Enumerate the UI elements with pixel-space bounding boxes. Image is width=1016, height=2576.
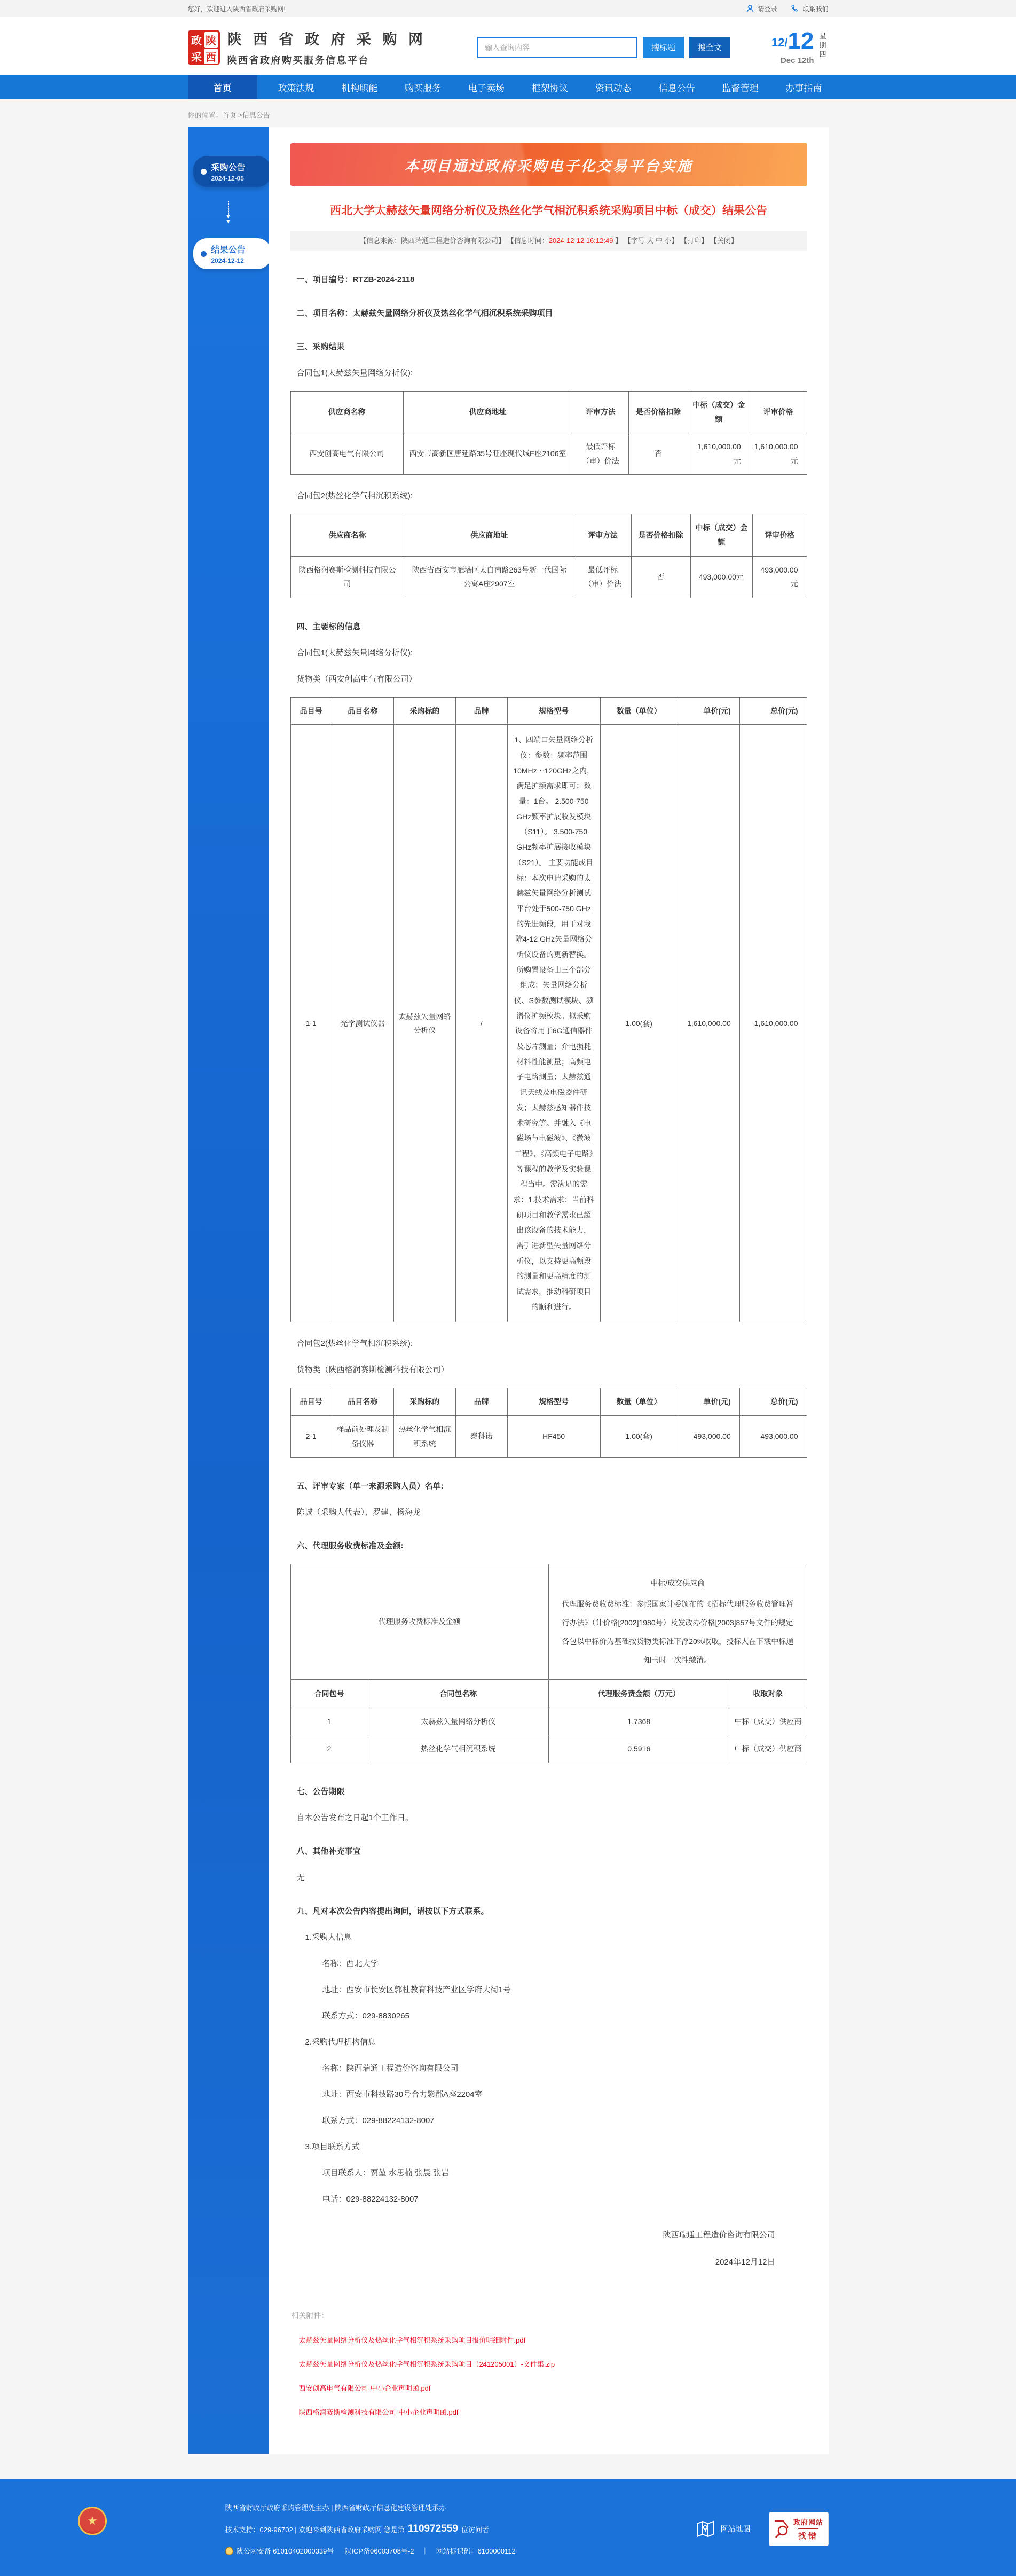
col-total-price: 总价(元) [739,697,807,725]
review-method: 最低评标（审）价法 [574,556,631,598]
nav-item-announcements[interactable]: 信息公告 [658,83,695,93]
magnifier-icon [774,2520,790,2538]
item-no: 2-1 [290,1416,332,1458]
section-other-matters: 八、其他补充事宜 [296,1847,361,1857]
nav-item-emall[interactable]: 电子卖场 [468,83,505,93]
nav-item-framework[interactable]: 框架协议 [531,83,568,93]
search-title-button[interactable]: 搜标题 [643,37,684,58]
timeline-dot-icon [201,251,207,257]
article-meta-bar [290,231,807,251]
review-method: 最低评标（审）价法 [572,433,629,475]
total-price: 493,000.00 [739,1416,807,1458]
project-contact-phone: 电话：029-88224132-8007 [322,2195,419,2204]
col-award-amount: 中标（成交）金额 [690,514,752,556]
attachments-label: 相关附件： [291,2311,329,2320]
col-unit-price: 单价(元) [678,1388,739,1416]
supplier-name: 陕西格润赛斯检测科技有限公司 [290,556,404,598]
fee-payer: 中标（成交）供应商 [729,1708,807,1735]
sidebar-item-label: 采购公告 [211,163,246,173]
package2-intro-2: 合同包2(热丝化学气相沉积系统): [296,1339,413,1349]
nav-item-news[interactable]: 资讯动态 [595,83,632,93]
footer-support-text: 技术支持：029-96702 | 欢迎来到陕西省政府采购网 您是第 [225,2525,405,2534]
procurement-target: 热丝化学气相沉积系统 [393,1416,455,1458]
col-fee-amount: 代理服务费金额（万元） [548,1680,729,1708]
top-utility-bar [0,0,1016,17]
breadcrumb-prefix: 你的位置： [187,111,223,119]
meta-fontsize-suffix: 】 [671,237,679,245]
table-header-row [290,697,807,725]
fee-payer: 中标（成交）供应商 [729,1735,807,1763]
fee-amount: 1.7368 [548,1708,729,1735]
footer-beian-line [225,2546,516,2556]
item-table-package2 [290,1388,807,1458]
item-name: 样品前处理及制备仪器 [332,1416,393,1458]
package1-intro-2: 合同包1(太赫兹矢量网络分析仪): [296,648,413,657]
agency-fee-table [290,1564,807,1680]
result-table-package2 [290,514,807,598]
supplier-address: 西安市高新区唐延路35号旺座现代城E座2106室 [403,433,572,475]
nav-item-functions[interactable]: 机构职能 [341,83,378,93]
main-card [188,127,829,2454]
attachment-link[interactable]: 陕西格润赛斯检测科技有限公司-中小企业声明函.pdf [298,2408,459,2417]
banner-text: 本项目通过政府采购电子化交易平台实施 [404,158,693,174]
meta-fontsize-label: 【字号 [624,237,645,245]
col-quantity: 数量（单位） [600,697,678,725]
site-footer [0,2479,1016,2576]
award-amount: 493,000.00元 [690,556,752,598]
agency-phone: 联系方式：029-88224132-8007 [322,2116,435,2126]
spec-model: 1、四端口矢量网络分析仪：参数：频率范围10MHz～120GHz之内，满足扩频需求即可；数量：1台。 2.500-750 GHz频率扩展收发模块（S11）。 3.500-750 GHz频率扩展接收模块（S21）。 主要功能或目标：本次申请采购的太赫兹矢量网络分析测试平台处于500-750 GHz的先进频段，用于对我院4-12 GHz矢量网络分析仪设备的更新替换。所购置设备由三个部分组成：矢量网络分析仪、S参数测试模块、频谱仪扩频模块。拟采购设备将用于6G通信器件及芯片测量；介电损耗材料性能测量；高频电子电路测量；太赫兹通讯天线及电磁器件研发；太赫兹感知器件技术研究等。并融入《电磁场与电磁波》、《微波工程》、《高频电子电路》等课程的教学及实验课程当中。需满足的需求：1.技术需求：当前科研项目和教学需求已超出该设备的技术能力，需引进新型矢量网络分析仪，以支持更高频段的测量和更高精度的测试需求，推动科研项目的顺利进行。 [507,725,600,1322]
meta-time-label: 【信息时间： [507,237,549,245]
col-quantity: 数量（单位） [600,1388,678,1416]
attachment-link[interactable]: 西安创高电气有限公司-中小企业声明函.pdf [298,2384,431,2393]
col-package-no: 合同包号 [290,1680,368,1708]
icp-beian-link[interactable]: 陕ICP备06003708号-2 [344,2547,414,2556]
table-row [290,1416,807,1458]
logo-char: 西 [204,49,218,64]
section-project-name: 二、项目名称：太赫兹矢量网络分析仪及热丝化学气相沉积系统采购项目 [296,309,553,318]
brand: 泰科诺 [455,1416,507,1458]
supplier-name: 西安创高电气有限公司 [290,433,403,475]
procurement-target: 太赫兹矢量网络分析仪 [393,725,455,1322]
timeline-arrow-down-icon: ▼ ▼ [188,201,269,224]
other-matters-text: 无 [296,1873,305,1883]
sidebar-item-purchase-announcement[interactable] [193,156,271,187]
site-subtitle: 陕西省政府购买服务信息平台 [227,55,369,66]
col-spec-model: 规格型号 [507,1388,600,1416]
site-title: 陕 西 省 政 府 采 购 网 [227,32,427,48]
section-procurement-result: 三、采购结果 [296,342,345,351]
col-review-price: 评审价格 [752,514,807,556]
main-navigation [0,75,1016,99]
beian-separator: ｜ [421,2547,429,2556]
unit-price: 493,000.00 [678,1416,739,1458]
table-row [290,1735,807,1763]
item-table-package1 [290,697,807,1323]
fee-amount: 0.5916 [548,1735,729,1763]
table-row [290,1708,807,1735]
agency-info-title: 2.采购代理机构信息 [305,2038,376,2047]
goods2-supplier: 货物类（陕西格润赛斯检测科技有限公司） [296,1365,449,1375]
phone-icon [791,4,799,13]
font-size-medium-button[interactable]: 中 [655,237,663,245]
col-brand: 品牌 [455,697,507,725]
table-header-row [290,392,807,433]
experts-list: 陈诚（采购人代表）、罗建、杨海龙 [296,1508,421,1517]
agency-name: 名称：陕西瑞通工程造价咨询有限公司 [322,2064,459,2073]
price-deduction: 否 [631,556,690,598]
col-supplier-address: 供应商地址 [403,392,572,433]
table-row [290,1564,807,1680]
nav-item-home[interactable]: 首页 [188,75,257,99]
sidebar-item-date: 2024-12-12 [211,257,244,264]
purchaser-name: 名称：西北大学 [322,1959,379,1969]
breadcrumb-current-link[interactable]: 信息公告 [242,111,270,119]
section-project-number: 一、项目编号：RTZB-2024-2118 [296,275,415,284]
meta-time-suffix: 】 [613,237,623,245]
quantity: 1.00(套) [600,725,678,1322]
meta-time: 2024-12-12 16:12:49 [548,237,613,245]
fee-standard-text: 代理服务费收费标准：参照国家计委颁布的《招标代理服务收费管理暂行办法》（计价格[2002]1980号）及发改办价格[2003]857号文件的规定各包以中标价为基础按货物类标准下浮20%收取，投标人在下载中标通知书时一次性缴清。 [562,1600,794,1665]
purchaser-phone: 联系方式：029-8830265 [322,2011,409,2021]
package-name: 热丝化学气相沉积系统 [368,1735,548,1763]
col-supplier-address: 供应商地址 [404,514,574,556]
welcome-text: 您好，欢迎进入陕西省政府采购网! [187,5,286,13]
signature-block [290,2229,807,2267]
section-agency-fee: 六、代理服务收费标准及金额: [296,1541,404,1551]
date-widget [771,29,829,65]
table-row [290,556,807,598]
sitemap-link[interactable] [695,2519,751,2539]
nav-item-policies[interactable]: 政策法规 [278,83,314,93]
platform-banner [290,143,807,186]
error-badge-text: 找错 [798,2528,818,2541]
package-no: 1 [290,1708,368,1735]
col-spec-model: 规格型号 [507,697,600,725]
table-row [290,433,807,475]
table-header-row [290,1680,807,1708]
table-row [290,725,807,1322]
close-button[interactable]: 【关闭】 [710,237,738,245]
col-review-method: 评审方法 [572,392,629,433]
search-fulltext-button[interactable]: 搜全文 [689,37,730,58]
nav-item-purchase-service[interactable]: 购买服务 [405,83,442,93]
login-link[interactable] [746,4,777,13]
col-price-deduction: 是否价格扣除 [629,392,688,433]
col-award-amount: 中标（成交）金额 [688,392,750,433]
item-no: 1-1 [290,725,332,1322]
signature-date: 2024年12月12日 [715,2258,775,2267]
section-main-bid-info: 四、主要标的信息 [296,622,361,631]
col-procurement-target: 采购标的 [393,1388,455,1416]
attachment-link[interactable]: 太赫兹矢量网络分析仪及热丝化学气相沉积系统采购项目报价明细附件.pdf [298,2336,526,2345]
section-contact: 九、凡对本次公告内容提出询问，请按以下方式联系。 [296,1907,489,1916]
col-brand: 品牌 [455,1388,507,1416]
review-price: 1,610,000.00元 [750,433,807,475]
date-day: 12 [787,28,814,54]
price-deduction: 否 [629,433,688,475]
site-logo [188,30,220,65]
col-package-name: 合同包名称 [368,1680,548,1708]
brand: / [455,725,507,1322]
table-header-row [290,1388,807,1416]
supplier-address: 陕西省西安市雁塔区太白南路263号新一代国际公寓A座2907室 [404,556,574,598]
table-header-row [290,514,807,556]
attachment-link[interactable]: 太赫兹矢量网络分析仪及热丝化学气相沉积系统采购项目（241205001）-文件集.zip [298,2360,555,2369]
col-price-deduction: 是否价格扣除 [631,514,690,556]
attachments-section [290,2310,807,2417]
col-fee-payer: 收取对象 [729,1680,807,1708]
unit-price: 1,610,000.00 [678,725,739,1322]
date-english: Dec 12th [780,56,814,65]
fee-standard-note [549,1564,807,1680]
footer-organizer-line: 陕西省财政厅政府采购管理处主办 | 陕西省财政厅信息化建设管理处承办 [225,2504,446,2512]
map-icon [695,2519,715,2539]
breadcrumb-separator: > [236,111,242,119]
logo-char: 陕 [204,32,218,48]
sidebar-item-date: 2024-12-05 [211,175,244,182]
logo-char: 政 [191,35,202,47]
package-no: 2 [290,1735,368,1763]
section-announcement-period: 七、公告期限 [296,1787,345,1797]
spec-model: HF450 [507,1416,600,1458]
agency-address: 地址：西安市科技路30号合力紫郡A座2204室 [322,2090,483,2100]
item-name: 光学测试仪器 [332,725,393,1322]
col-total-price: 总价(元) [739,1388,807,1416]
sidebar-item-label: 结果公告 [211,246,246,255]
site-header [0,17,1016,75]
font-size-small-button[interactable]: 小 [664,237,672,245]
footer-support-line [225,2523,516,2535]
site-identifier-code: 网站标识码：6100000112 [436,2547,516,2556]
project-contact-title: 3.项目联系方式 [305,2142,360,2152]
purchaser-address: 地址：西安市长安区郭杜教育科技产业区学府大街1号 [322,1985,511,1995]
page-title: 西北大学太赫兹矢量网络分析仪及热丝化学气相沉积系统采购项目中标（成交）结果公告 [330,205,767,217]
project-contact-person: 项目联系人：贾堃 水思楠 张晨 张岩 [322,2168,450,2178]
fee-winner-title: 中标/成交供应商 [650,1579,705,1588]
footer-visitor-suffix: 位访问者 [461,2525,489,2534]
signature-company: 陕西瑞通工程造价咨询有限公司 [663,2230,775,2240]
quantity: 1.00(套) [600,1416,678,1458]
col-item-name: 品目名称 [332,697,393,725]
col-review-method: 评审方法 [574,514,631,556]
gongan-beian-link[interactable]: 陕公网安备 61010402000339号 [236,2547,334,2556]
error-badge-text: 政府网站 [793,2518,823,2527]
date-month: 12/ [771,36,788,49]
contact-label: 联系我们 [802,5,829,13]
purchaser-info-title: 1.采购人信息 [305,1933,352,1943]
section-experts: 五、评审专家（单一来源采购人员）名单: [296,1482,444,1491]
total-price: 1,610,000.00 [739,725,807,1322]
sitemap-label: 网站地图 [720,2525,751,2534]
search-bar [477,37,730,58]
announcement-timeline-sidebar [188,127,269,2454]
fee-standard-label: 代理服务收费标准及金额 [290,1564,549,1680]
sidebar-item-result-announcement[interactable] [193,238,271,269]
visitor-count: 110972559 [407,2523,458,2535]
search-input[interactable] [477,37,637,58]
contact-link[interactable] [791,4,828,13]
package2-intro: 合同包2(热丝化学气相沉积系统): [296,491,413,501]
col-item-no: 品目号 [290,1388,332,1416]
government-emblem-icon: ★ [78,2507,107,2535]
col-item-no: 品目号 [290,697,332,725]
website-error-report-badge[interactable] [769,2512,829,2546]
user-icon [746,4,754,13]
breadcrumb-home-link[interactable]: 首页 [222,111,237,119]
date-weekday: 星期四 [819,32,826,58]
result-table-package1 [290,391,807,475]
col-unit-price: 单价(元) [678,697,739,725]
agency-fee-detail-table [290,1680,807,1763]
announcement-period-text: 自本公告发布之日起1个工作日。 [296,1813,413,1823]
col-supplier-name: 供应商名称 [290,514,404,556]
col-procurement-target: 采购标的 [393,697,455,725]
package1-intro: 合同包1(太赫兹矢量网络分析仪): [296,369,413,378]
nav-item-guide[interactable]: 办事指南 [785,83,822,93]
nav-item-supervision[interactable]: 监督管理 [722,83,759,93]
breadcrumb [188,99,829,127]
timeline-dot-icon [201,169,207,175]
col-supplier-name: 供应商名称 [290,392,403,433]
col-item-name: 品目名称 [332,1388,393,1416]
font-size-large-button[interactable]: 大 [647,237,654,245]
print-button[interactable]: 【打印】 [680,237,708,245]
review-price: 493,000.00元 [752,556,807,598]
col-review-price: 评审价格 [750,392,807,433]
article-content [269,127,829,2454]
meta-source: 【信息来源：陕西瑞通工程造价咨询有限公司】 [359,237,506,245]
login-label: 请登录 [758,5,777,13]
award-amount: 1,610,000.00元 [688,433,750,475]
public-security-badge-icon [225,2547,233,2555]
package-name: 太赫兹矢量网络分析仪 [368,1708,548,1735]
logo-char: 采 [191,51,202,64]
goods1-supplier: 货物类（西安创高电气有限公司） [296,674,417,684]
